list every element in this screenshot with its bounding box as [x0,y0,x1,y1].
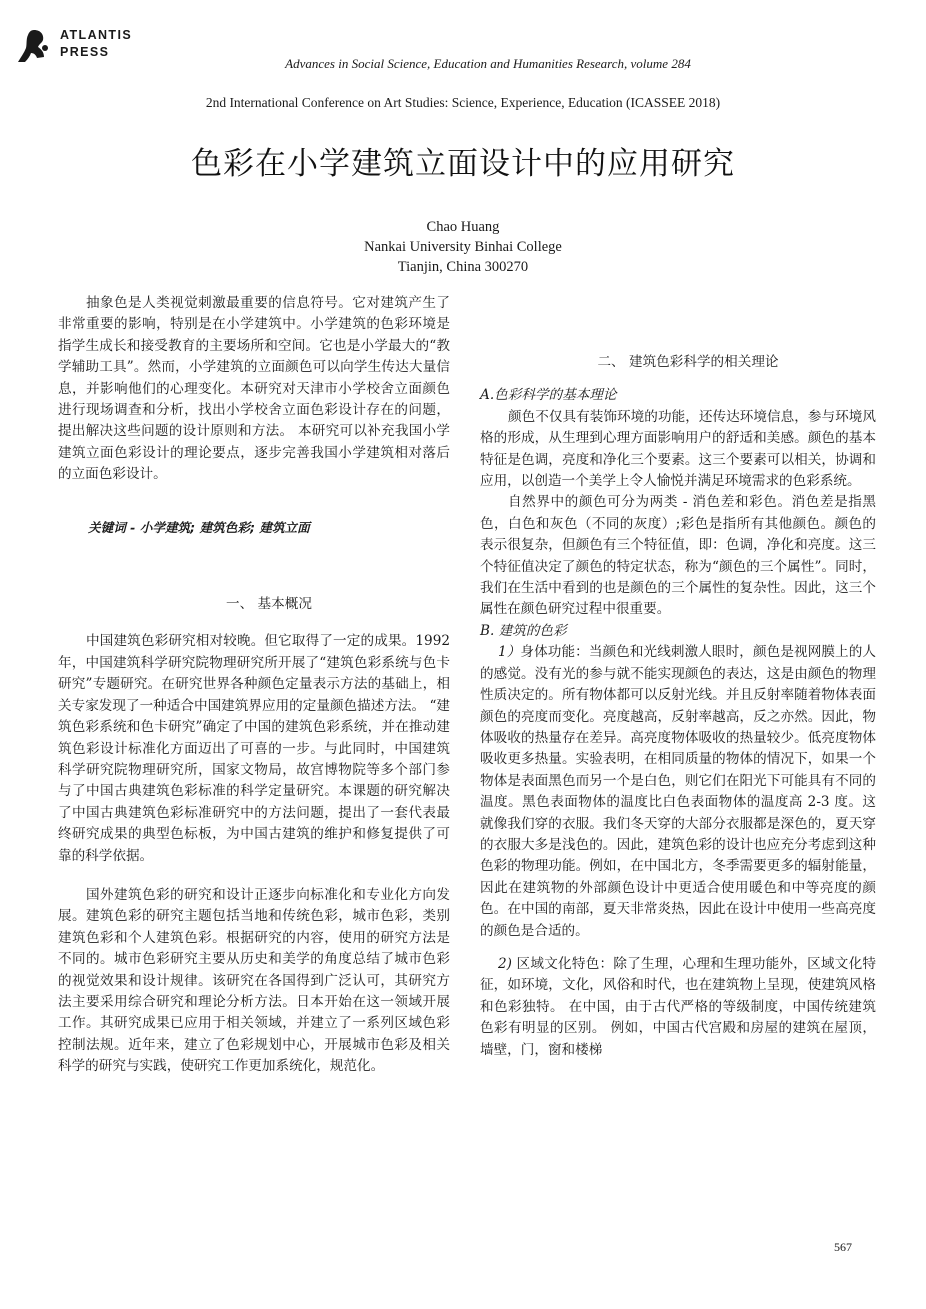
right-column [480,352,876,1061]
left-column [58,293,450,1078]
logo-line-2: PRESS [60,45,110,59]
keywords: 关键词 - 小学建筑; 建筑色彩; 建筑立面 [88,519,310,535]
author-block [0,217,926,277]
section-1-paragraph: 中国建筑色彩研究相对较晚。但它取得了一定的成果。1992 年，中国建筑科学研究院物理研究所开展了“建筑色彩系统与色卡研究”专题研究。在研究世界各种颜色定量表示方法的基础上，相关专家发现了一种适合中国建筑界应用的定量颜色描述方法。 “建筑色彩系统和色卡研究”确定了中国的建筑色彩系统，并在推动建筑色彩设计标准化方面迈出了可喜的一步。与此同时，中国建筑科学研究院物理研究所，国家文物局，故宫博物院等多个部门参与了中国古典建筑色彩标准的科学定量研究。本课题的研究解决了中国古典建筑色彩标准研究中的方法问题，提出了一套代表最终研究成果的典型色标板，为中国古建筑的维护和修复提供了可靠的科学依据。 [58,633,450,864]
item-2-number: 2) [498,955,512,972]
author-address: Tianjin, China 300270 [397,259,529,275]
logo-line-1: ATLANTIS [60,28,133,42]
conference-line: 2nd International Conference on Art Studies: Science, Experience, Education (ICASSEE 2018) [205,95,721,110]
section-2-heading: 二、 建筑色彩科学的相关理论 [597,354,779,370]
page-number: 567 [834,1240,852,1254]
subsection-b-item-2 [480,954,876,1061]
subsection-a-paragraph: 自然界中的颜色可分为两类 - 消色差和彩色。消色差是指黑色，白色和灰色（不同的灰度）;彩色是指所有其他颜色。颜色的表示很复杂，但颜色有三个特征值，即：色调，净化和亮度。这三个特征值决定了颜色的特定状态，称为“颜色的三个属性”。同时，我们在生活中看到的也是颜色的三个属性的复杂性。因此，这三个属性在颜色研究过程中很重要。 [480,494,876,618]
paper-title: 色彩在小学建筑立面设计中的应用研究 [191,146,735,182]
item-1-text: 身体功能：当颜色和光线刺激人眼时，颜色是视网膜上的人的感觉。没有光的参与就不能实现颜色的表达，这是由颜色的物理性质决定的。所有物体都可以反射光线。并且反射率随着物体表面颜色的亮度而变化。亮度越高，反射率越高，反之亦然。因此，物体吸收的热量存在差异。高亮度物体吸收的热量较少。低亮度物体吸收更多热量。实验表明，在相同质量的物体的情况下，如果一个物体是表面黑色而另一个是白色，则它们在阳光下可能具有不同的温度。黑色表面物体的温度比白色表面物体的温度高 2-3 度。这就像我们穿的衣服。我们冬天穿的大部分衣服都是深色的，夏天穿的衣服大多是浅色的。因此，建筑色彩的设计也应充分考虑到这种色彩的物理功能。例如，在中国北方，冬季需要更多的辐射能量，因此在建筑物的外部颜色设计中更适合使用暖色和中等亮度的颜色。在中国的南部，夏天非常炎热，因此在设计中使用一些高亮度的颜色是合适的。 [480,644,876,939]
section-1-heading: 一、 基本概况 [226,596,312,613]
subsection-a-paragraph: 颜色不仅具有装饰环境的功能，还传达环境信息，参与环境风格的形成，从生理到心理方面影响用户的舒适和美感。颜色的基本特征是色调，亮度和净化三个要素。这三个要素可以相关，协调和应用，以创造一个美学上令人愉悦并满足环境需求的色彩系统。 [480,408,876,490]
subsection-b-heading: B. 建筑的色彩 [480,622,567,639]
author-name: Chao Huang [426,219,500,235]
item-1-number: 1） [498,644,521,661]
subsection-a-heading: A.色彩科学的基本理论 [480,387,617,404]
running-head: Advances in Social Science, Education and Humanities Research, volume 284 [285,56,691,71]
section-1-paragraph: 国外建筑色彩的研究和设计正逐步向标准化和专业化方向发展。建筑色彩的研究主题包括当地和传统色彩，城市色彩，类别建筑色彩和个人建筑色彩。根据研究的内容，使用的研究方法是不同的。城市色彩研究主要从历史和美学的角度总结了城市色彩的视觉效果和设计规律。该研究在各国得到广泛认可，其研究方法主要采用综合研究和理论分析方法。日本开始在这一领域开展工作。其研究成果已应用于相关领域，并建立了一系列区域色彩控制法规。近年来，建立了色彩规划中心，开展城市色彩及相关科学的研究与实践，使研究工作更加系统化，规范化。 [58,886,450,1075]
item-2-text: 区域文化特色：除了生理，心理和生理功能外，区域文化特征，如环境，文化，风俗和时代，也在建筑物上呈现，使建筑风格和色彩独特。 在中国，由于古代严格的等级制度，中国传统建筑色彩有明显的区别。 例如，中国古代宫殿和房屋的建筑在屋顶，墙壁，门，窗和楼梯 [480,955,877,1058]
abstract: 抽象色是人类视觉刺激最重要的信息符号。它对建筑产生了非常重要的影响，特别是在小学建筑中。小学建筑的色彩环境是指学生成长和接受教育的主要场所和空间。它也是小学最大的“教学辅助工具”。然而，小学建筑的立面颜色可以向学生传达大量信息，并影响他们的心理变化。本研究对天津市小学校舍立面颜色进行现场调查和分析，找出小学校舍立面色彩设计存在的问题，提出解决这些问题的设计原则和方法。 本研究可以补充我国小学建筑立面色彩设计的理论要点，逐步完善我国小学建筑相对落后的立面色彩设计。 [58,295,450,483]
subsection-b-item-1 [480,642,876,942]
author-affiliation: Nankai University Binhai College [364,239,562,255]
